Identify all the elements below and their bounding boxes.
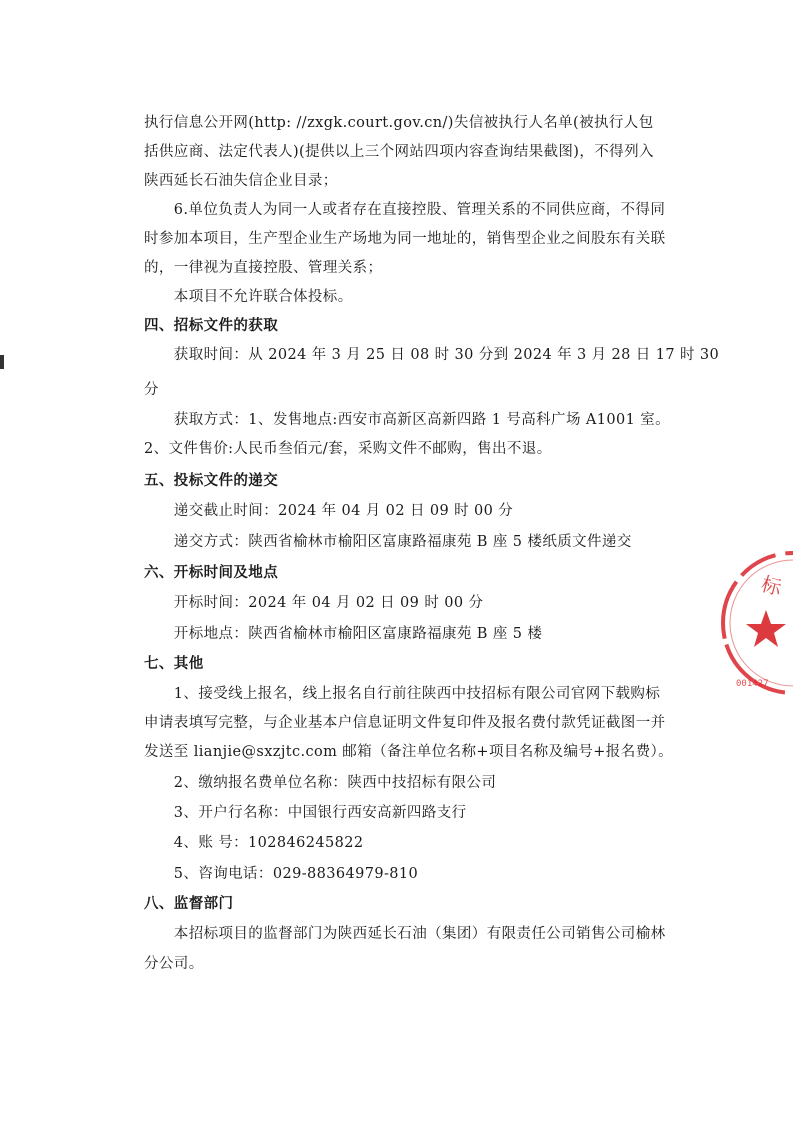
text-line: 陕西延长石油失信企业目录； xyxy=(144,173,338,189)
text-line: 开标时间：2024 年 04 月 02 日 09 时 00 分 xyxy=(144,595,484,611)
text-line: 括供应商、法定代表人)(提供以上三个网站四项内容查询结果截图)，不得列入 xyxy=(144,144,654,160)
text-line: 4、账 号：102846245822 xyxy=(144,835,364,851)
seal-star-icon xyxy=(746,610,786,647)
seal-number: 001427 xyxy=(736,679,769,689)
text-line: 时参加本项目，生产型企业生产场地为同一地址的，销售型企业之间股东有关联 xyxy=(144,231,666,247)
text-line: 2、文件售价:人民币叁佰元/套，采购文件不邮购，售出不退。 xyxy=(144,441,552,457)
text-line: 获取时间：从 2024 年 3 月 25 日 08 时 30 分到 2024 年 3 月 28 日 17 时 30 xyxy=(144,347,720,363)
text-line: 5、咨询电话：029-88364979-810 xyxy=(144,866,419,882)
text-line: 递交截止时间：2024 年 04 月 02 日 09 时 00 分 xyxy=(144,503,514,519)
text-line: 递交方式：陕西省榆林市榆阳区富康路福康苑 B 座 5 楼纸质文件递交 xyxy=(144,534,632,550)
company-seal xyxy=(718,548,793,698)
section-heading: 七、其他 xyxy=(144,656,204,672)
text-line: 分 xyxy=(144,382,159,398)
text-line: 发送至 lianjie@sxzjtc.com 邮箱（备注单位名称+项目名称及编号+报名费）。 xyxy=(144,744,674,760)
text-line: 本项目不允许联合体投标。 xyxy=(144,289,353,305)
text-line: 本招标项目的监督部门为陕西延长石油（集团）有限责任公司销售公司榆林 xyxy=(144,926,666,942)
text-line: 申请表填写完整，与企业基本户信息证明文件复印件及报名费付款凭证截图一并 xyxy=(144,715,666,731)
text-line: 的，一律视为直接控股、管理关系； xyxy=(144,260,383,276)
text-line: 1、接受线上报名，线上报名自行前往陕西中技招标有限公司官网下载购标 xyxy=(144,686,661,702)
section-heading: 四、招标文件的获取 xyxy=(144,318,279,334)
text-line: 6.单位负责人为同一人或者存在直接控股、管理关系的不同供应商，不得同 xyxy=(144,202,666,218)
text-line: 3、开户行名称：中国银行西安高新四路支行 xyxy=(144,805,467,821)
section-heading: 八、监督部门 xyxy=(144,896,234,912)
section-heading: 六、开标时间及地点 xyxy=(144,565,279,581)
text-line: 开标地点：陕西省榆林市榆阳区富康路福康苑 B 座 5 楼 xyxy=(144,626,543,642)
margin-mark xyxy=(0,355,4,369)
text-line: 分公司。 xyxy=(144,956,204,972)
text-line: 2、缴纳报名费单位名称：陕西中技招标有限公司 xyxy=(144,775,497,791)
section-heading: 五、投标文件的递交 xyxy=(144,473,279,489)
seal-text: 标 xyxy=(758,571,785,601)
text-line: 执行信息公开网(http: //zxgk.court.gov.cn/)失信被执行人名单(被执行人包 xyxy=(144,115,654,131)
text-line: 获取方式：1、发售地点:西安市高新区高新四路 1 号高科广场 A1001 室。 xyxy=(144,412,671,428)
